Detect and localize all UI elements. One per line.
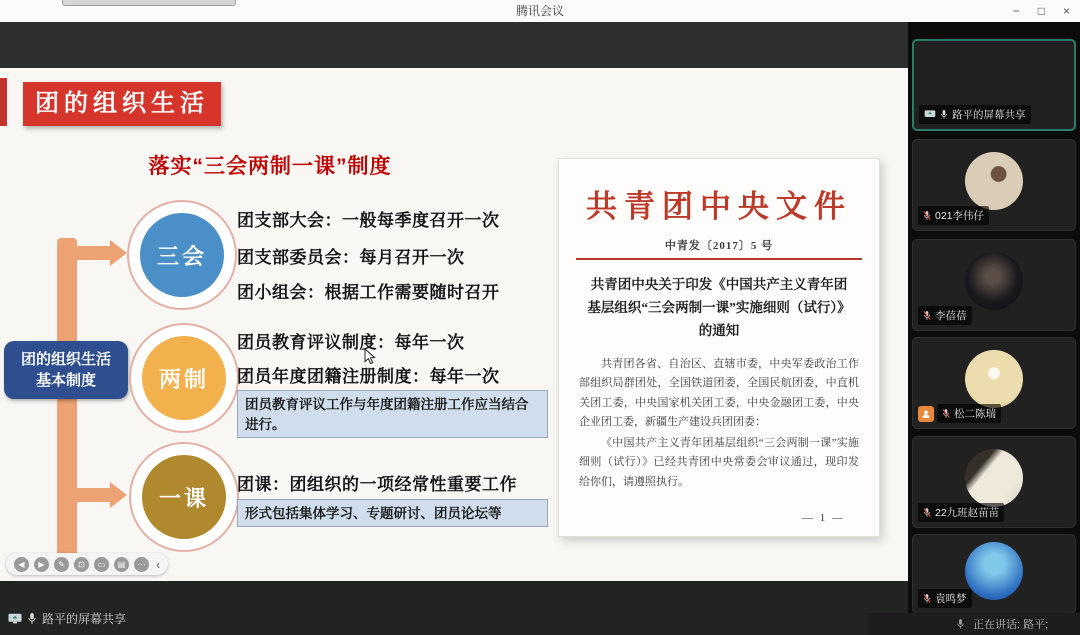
participant-tile[interactable] <box>912 436 1076 528</box>
slide-item: 团小组会：根据工作需要随时召开 <box>237 283 500 302</box>
mic-muted-icon <box>923 310 931 321</box>
mic-muted-icon <box>923 593 931 604</box>
circle-yike-label: 一课 <box>142 455 226 539</box>
avatar <box>965 252 1023 310</box>
title-bar <box>0 0 1080 22</box>
arrow-arm-bottom <box>67 488 111 502</box>
document-title <box>569 274 869 343</box>
participant-name: 袁鸣梦 <box>935 593 967 605</box>
share-status <box>8 610 126 627</box>
document-header: 共青团中央文件 <box>586 189 852 224</box>
mic-icon <box>940 109 948 120</box>
basic-system-line1: 团的组织生活 <box>20 351 111 368</box>
participant-name: 路平的屏幕共享 <box>952 109 1026 121</box>
circle-liangzhi-label: 两制 <box>142 336 226 420</box>
close-button[interactable]: × <box>1062 4 1070 18</box>
stage-bottom-strip <box>0 581 908 635</box>
next-button[interactable]: ▶ <box>34 557 49 572</box>
slide-item: 团支部委员会：每月召开一次 <box>237 248 465 267</box>
circle-yike <box>129 442 239 552</box>
share-status-text: 路平的屏幕共享 <box>42 612 127 626</box>
speaker-mic-icon <box>956 618 965 630</box>
participant-tile[interactable] <box>912 337 1076 429</box>
circle-sanhui <box>127 200 237 310</box>
slide-left-accent <box>0 78 7 126</box>
whiteboard-icon[interactable]: ▭ <box>94 557 109 572</box>
participant-tile[interactable] <box>912 239 1076 331</box>
mic-muted-icon <box>923 210 931 221</box>
annotation-toolbar <box>6 553 168 575</box>
slide-item: 团员年度团籍注册制度：每年一次 <box>237 367 500 386</box>
slide-note: 形式包括集体学习、专题研讨、团员论坛等 <box>237 499 548 527</box>
document-number: 中青发〔2017〕5 号 <box>664 240 774 252</box>
avatar <box>965 542 1023 600</box>
shared-screen-slide <box>0 68 908 581</box>
participant-name: 松二陈瑞 <box>954 408 996 420</box>
basic-system-line2: 基本制度 <box>35 372 96 389</box>
avatar <box>965 449 1023 507</box>
screen-share-icon <box>924 110 936 119</box>
document-body <box>579 355 859 494</box>
bracket-bar <box>57 238 77 560</box>
slide-item: 团员教育评议制度：每年一次 <box>237 333 465 352</box>
document-divider <box>576 258 862 260</box>
mic-muted-icon <box>942 408 950 419</box>
speaking-status-text: 正在讲话: 路平; <box>973 619 1049 631</box>
arrow-head-top <box>110 240 127 266</box>
official-document <box>558 158 880 537</box>
document-paragraph: 《中国共产主义青年团基层组织“三会两制一课”实施细则（试行）》已经共青团中央常委会审议通过，现印发给你们，请遵照执行。 <box>579 437 859 488</box>
minimize-button[interactable]: − <box>1012 4 1020 18</box>
slide-item: 团支部大会：一般每季度召开一次 <box>237 211 500 230</box>
participant-tile[interactable] <box>912 534 1076 614</box>
document-page-number: — 1 — <box>802 512 845 524</box>
document-paragraph: 共青团各省、自治区、直辖市委，中央军委政治工作部组织局群团处，全国铁道团委，全国民航团委，中直机关团工委，中央国家机关团工委，中央金融团工委，中央企业团工委，新疆生产建设兵团团委： <box>579 358 859 428</box>
basic-system-box <box>4 341 128 399</box>
spotlight-icon[interactable]: ⊡ <box>74 557 89 572</box>
prev-button[interactable]: ◀ <box>14 557 29 572</box>
annotate-icon[interactable]: ✎ <box>54 557 69 572</box>
more-icon[interactable]: ⋯ <box>134 557 149 572</box>
collapse-toolbar-chevron[interactable]: ‹ <box>156 556 161 572</box>
slide-item: 团课：团组织的一项经常性重要工作 <box>237 475 517 494</box>
member-badge-icon <box>918 406 934 422</box>
slide-subtitle: 落实“三会两制一课”制度 <box>148 155 392 178</box>
document-title-line: 基层组织“三会两制一课”实施细则（试行）》 <box>587 299 851 315</box>
participant-tile[interactable] <box>912 139 1076 231</box>
restore-button[interactable]: □ <box>1037 4 1045 18</box>
window-title: 腾讯会议 <box>515 4 564 18</box>
mic-icon <box>27 612 37 625</box>
screen-share-icon <box>8 613 22 624</box>
document-title-line: 的通知 <box>698 322 740 338</box>
arrow-head-bottom <box>110 482 127 508</box>
avatar <box>965 152 1023 210</box>
participant-name: 021李伟仔 <box>935 210 985 222</box>
slide-note: 团员教育评议工作与年度团籍注册工作应当结合进行。 <box>237 390 548 438</box>
slide-banner: 团的组织生活 <box>23 82 221 126</box>
mic-muted-icon <box>923 507 931 518</box>
speaking-status-bar <box>868 613 1080 635</box>
participant-name: 李蓓蓓 <box>935 310 967 322</box>
comment-icon[interactable]: ▤ <box>114 557 129 572</box>
document-title-line: 共青团中央关于印发《中国共产主义青年团 <box>590 277 848 292</box>
mouse-cursor <box>364 348 376 365</box>
avatar <box>965 52 1023 110</box>
participant-name: 22九班赵苗苗 <box>935 507 1000 519</box>
arrow-arm-top <box>67 246 111 260</box>
stage-top-strip <box>0 22 908 68</box>
circle-liangzhi <box>129 323 239 433</box>
circle-sanhui-label: 三会 <box>140 213 224 297</box>
avatar <box>965 350 1023 408</box>
participant-sidebar <box>908 22 1080 635</box>
participant-tile[interactable] <box>912 39 1076 131</box>
